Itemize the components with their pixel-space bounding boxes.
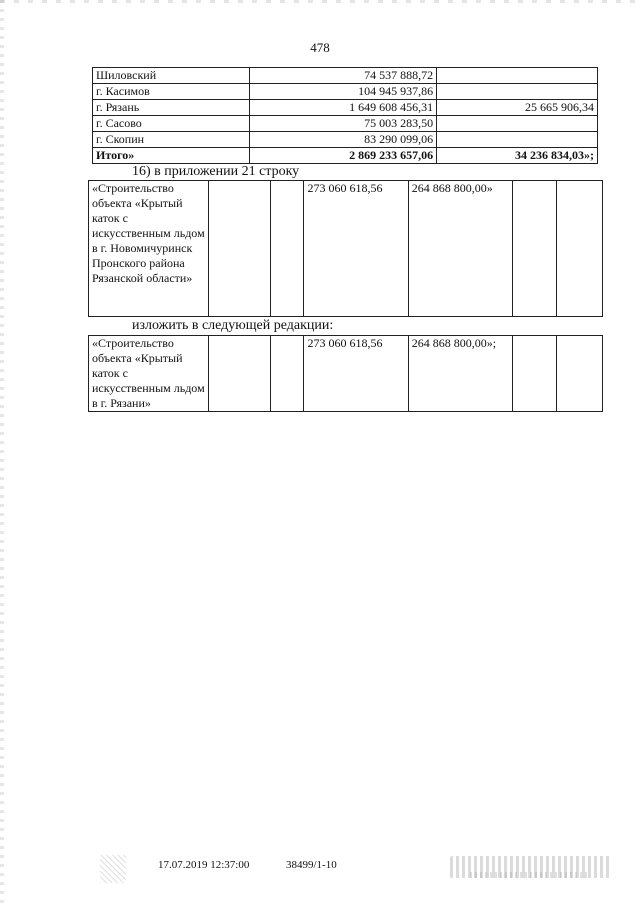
empty-cell — [512, 181, 557, 317]
amount-cell-2: 25 665 906,34 — [437, 100, 598, 116]
faded-stamp-line — [470, 872, 590, 878]
amount-cell-2 — [437, 68, 598, 84]
district-name: Шиловский — [93, 68, 250, 84]
amount-cell-2 — [437, 84, 598, 100]
district-name: г. Скопин — [93, 132, 250, 148]
total-row — [93, 148, 598, 164]
empty-cell — [512, 336, 557, 412]
total-amount: 2 869 233 657,06 — [249, 148, 436, 164]
empty-cell — [271, 181, 304, 317]
scan-edge-top — [0, 0, 640, 3]
district-name: г. Рязань — [93, 100, 250, 116]
footer-doc-number: 38499/1-10 — [286, 859, 337, 871]
amount-cell-2: 264 868 800,00»; — [408, 336, 512, 412]
object-description: «Строительство объекта «Крытый каток с искусственным льдом в г. Новомичуринск Пронского района Рязанской области» — [89, 181, 209, 317]
scan-edge-left — [0, 0, 4, 905]
table-row — [93, 132, 598, 148]
amount-cell-2 — [437, 116, 598, 132]
district-name: г. Сасово — [93, 116, 250, 132]
table-row — [93, 84, 598, 100]
amount-cell: 1 649 608 456,31 — [249, 100, 436, 116]
old-row-table — [88, 180, 603, 317]
table-row — [93, 116, 598, 132]
table-row — [89, 336, 603, 412]
budget-table — [92, 67, 598, 164]
footer-datetime: 17.07.2019 12:37:00 — [158, 859, 250, 871]
empty-cell — [557, 336, 603, 412]
amount-cell: 75 003 283,50 — [249, 116, 436, 132]
empty-cell — [557, 181, 603, 317]
object-description: «Строительство объекта «Крытый каток с искусственным льдом в г. Рязани» — [89, 336, 209, 412]
replacement-heading: изложить в следующей редакции: — [132, 318, 334, 333]
table-row — [93, 68, 598, 84]
empty-cell — [209, 181, 271, 317]
empty-cell — [209, 336, 271, 412]
page-number: 478 — [310, 40, 330, 55]
table-row — [89, 181, 603, 317]
amount-cell: 74 537 888,72 — [249, 68, 436, 84]
amount-cell: 273 060 618,56 — [304, 181, 408, 317]
amendment-heading: 16) в приложении 21 строку — [132, 164, 300, 179]
district-name: г. Касимов — [93, 84, 250, 100]
total-label: Итого» — [93, 148, 250, 164]
new-row-table — [88, 335, 603, 412]
amount-cell: 104 945 937,86 — [249, 84, 436, 100]
empty-cell — [271, 336, 304, 412]
amount-cell: 273 060 618,56 — [304, 336, 408, 412]
table-row — [93, 100, 598, 116]
scan-artifact — [100, 855, 126, 883]
total-amount-2: 34 236 834,03»; — [437, 148, 598, 164]
amount-cell: 83 290 099,06 — [249, 132, 436, 148]
amount-cell-2 — [437, 132, 598, 148]
amount-cell-2: 264 868 800,00» — [408, 181, 512, 317]
